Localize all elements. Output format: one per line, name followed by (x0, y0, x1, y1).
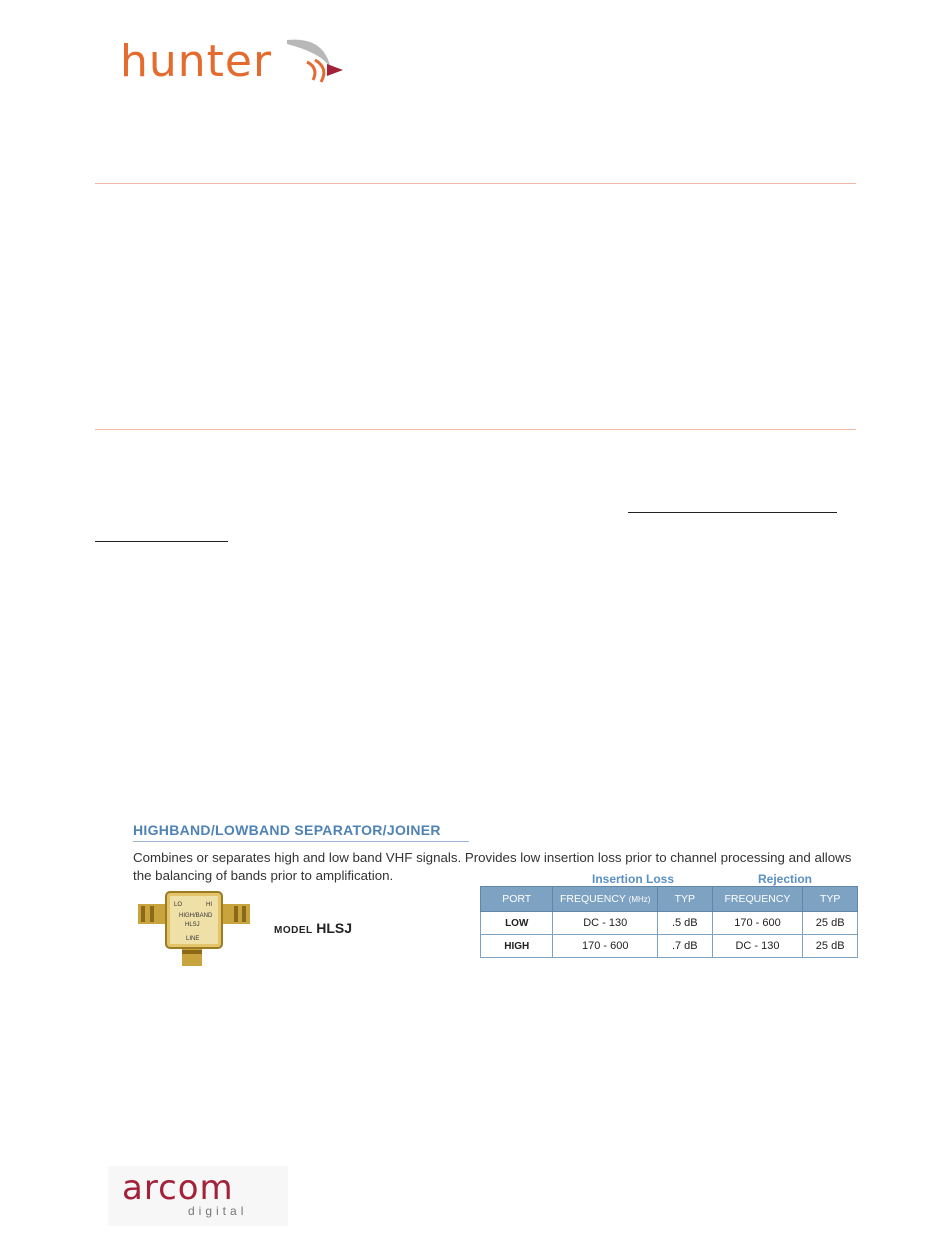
header-mhz-unit: (MHz) (628, 895, 651, 904)
row-port: LOW (481, 912, 553, 935)
row-insertion-typ: .5 dB (658, 912, 713, 935)
row-insertion-typ: .7 dB (658, 935, 713, 958)
arcom-logo-subtext: digital (188, 1204, 248, 1218)
swoosh-icon (285, 34, 365, 98)
hyperlink-underline[interactable] (628, 512, 837, 513)
section-divider (95, 429, 856, 430)
row-port: HIGH (481, 935, 553, 958)
header-divider (95, 183, 856, 184)
model-prefix: MODEL (274, 925, 313, 936)
device-hi-label: HI (206, 902, 212, 908)
device-line-label: LINE (186, 936, 200, 942)
row-rejection-typ: 25 dB (803, 912, 858, 935)
row-insertion-frequency: DC - 130 (553, 912, 658, 935)
table-row (481, 935, 858, 958)
row-rejection-frequency: 170 - 600 (712, 912, 803, 935)
arcom-digital-logo (108, 1166, 288, 1226)
device-model-label: HLSJ (185, 922, 200, 928)
title-underline (133, 841, 469, 842)
header-frequency-mhz (553, 887, 658, 912)
header-typ-insertion: TYP (658, 887, 713, 912)
hunter-logo-text: hunter (120, 36, 273, 87)
device-lo-label: LO (174, 902, 183, 908)
device-brand-label: HIGH/BAND (179, 913, 213, 919)
model-label (274, 920, 352, 936)
header-port: PORT (481, 887, 553, 912)
product-title: HIGHBAND/LOWBAND SEPARATOR/JOINER (133, 822, 441, 838)
spec-table-header-row (481, 887, 858, 912)
spec-table (480, 886, 858, 958)
header-frequency-mhz-label: FREQUENCY (560, 893, 626, 905)
row-rejection-typ: 25 dB (803, 935, 858, 958)
rejection-heading: Rejection (757, 872, 812, 886)
hyperlink-underline-continued[interactable] (95, 541, 228, 542)
header-frequency-rejection: FREQUENCY (712, 887, 803, 912)
arcom-logo-text: arcom (122, 1168, 234, 1208)
header-typ-rejection: TYP (803, 887, 858, 912)
insertion-loss-heading: Insertion Loss (591, 872, 674, 886)
row-rejection-frequency: DC - 130 (712, 935, 803, 958)
hlsj-device-image (138, 890, 250, 966)
model-number: HLSJ (316, 920, 353, 936)
table-row (481, 912, 858, 935)
product-description: Combines or separates high and low band VHF signals. Provides low insertion loss prior to channel processing and allows the balancing of bands prior to amplification. (133, 850, 852, 883)
hunter-logo (120, 34, 370, 98)
row-insertion-frequency: 170 - 600 (553, 935, 658, 958)
